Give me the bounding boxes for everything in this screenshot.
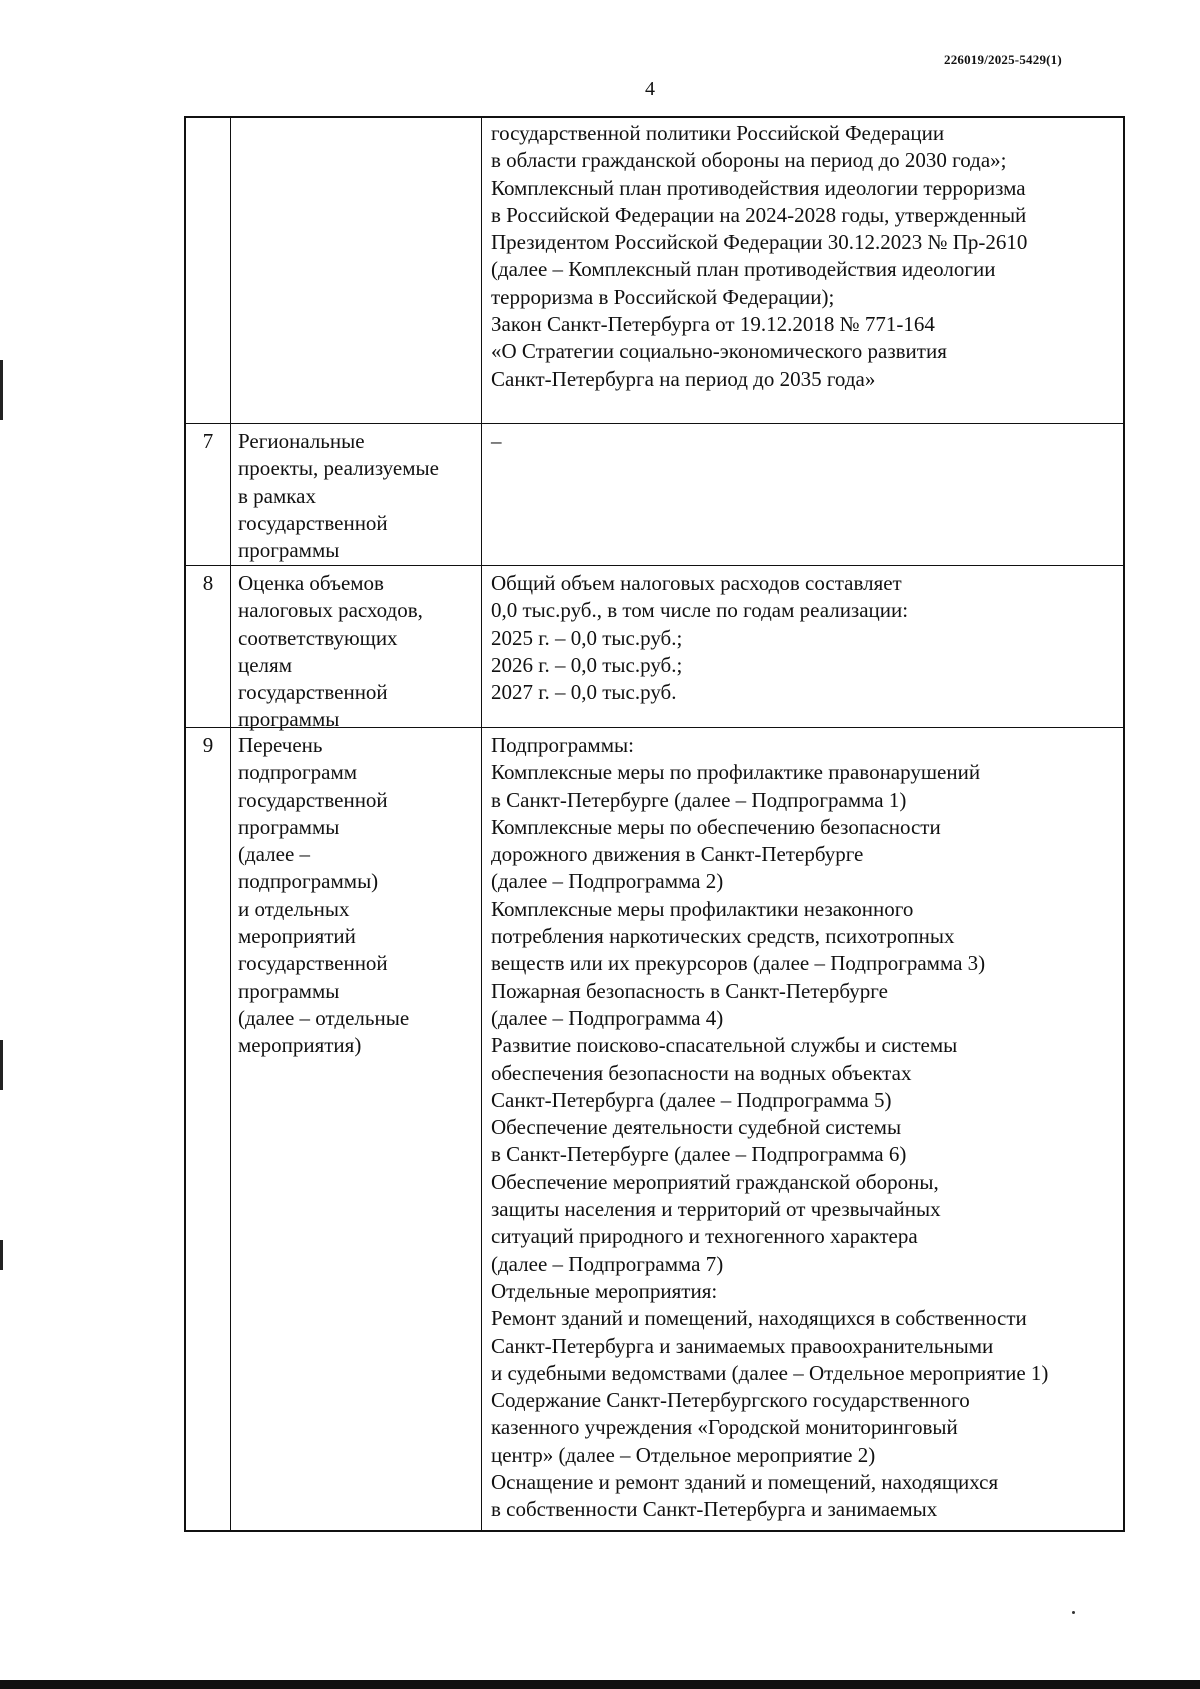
scan-bottom-edge (0, 1680, 1200, 1689)
table-row-content: Общий объем налоговых расходов составляет 0,0 тыс.руб., в том числе по годам реализации: 2025 г. – 0,0 тыс.руб.; 2026 г. – 0,0 тыс.руб.; 2027 г. – 0,0 тыс.руб. (491, 571, 909, 705)
table-row-number: 8 (202, 571, 214, 595)
table-row-name: Перечень подпрограмм государственной программы (далее – подпрограммы) и отдельных мероприятий государственной программы (далее – отдельные мероприятия) (238, 733, 410, 1058)
table-row-content: Подпрограммы: Комплексные меры по профилактике правонарушений в Санкт-Петербурге (далее – Подпрограмма 1) Комплексные меры по обеспечению безопасности дорожного движения в Санкт-Петербурге (далее – Подпрограмма 2) Комплексные меры профилактики незаконного потребления наркотических средств, психотропных веществ или их прекурсоров (далее – Подпрограмма 3) Пожарная безопасность в Санкт-Петербурге (далее – Подпрограмма 4) Развитие поисково-спасательной службы и системы обеспечения безопасности на водных объектах Санкт-Петербурга (далее – Подпрограмма 5) Обеспечение деятельности судебной системы в Санкт-Петербурге (далее – Подпрограмма 6) Обеспечение мероприятий гражданской обороны, защиты населения и территорий от чрезвычайных ситуаций природного и техногенного характера (далее – Подпрограмма 7) Отдельные мероприятия: Ремонт зданий и помещений, находящихся в собственности Санкт-Петербурга и занимаемых правоохранительными и судебными ведомствами (далее – Отдельное мероприятие 1) Содержание Санкт-Петербургского государственного казенного учреждения «Городской мониторинговый центр» (далее – Отдельное мероприятие 2) Оснащение и ремонт зданий и помещений, находящихся в собственности Санкт-Петербурга и занимаемых (491, 733, 1049, 1522)
table-row-name: Оценка объемов налоговых расходов, соответствующих целям государственной программы (238, 571, 423, 732)
table-row-divider (186, 423, 1123, 424)
passport-table (184, 116, 1125, 1532)
page-number: 4 (645, 78, 655, 100)
scan-edge-mark (0, 1040, 3, 1090)
table-row-divider (186, 565, 1123, 566)
table-row-content: – (491, 429, 502, 453)
table-column-divider (230, 118, 231, 1530)
scan-dot (1072, 1611, 1075, 1614)
scan-edge-mark (0, 360, 3, 420)
table-row-number: 7 (202, 429, 214, 453)
document-registration-number: 226019/2025-5429(1) (944, 52, 1062, 67)
table-row-content: государственной политики Российской Федерации в области гражданской обороны на период до 2030 года»; Комплексный план противодействия идеологии терроризма в Российской Федерации на 2024-2028 годы, утвержденный Президентом Российской Федерации 30.12.2023 № Пр-2610 (далее – Комплексный план противодействия идеологии терроризма в Российской Федерации); Закон Санкт-Петербурга от 19.12.2018 № 771-164 «О Стратегии социально-экономического развития Санкт-Петербурга на период до 2035 года» (491, 121, 1028, 391)
scan-edge-mark (0, 1240, 3, 1270)
table-row-number: 9 (202, 733, 214, 757)
table-column-divider (481, 118, 482, 1530)
table-row-name: Региональные проекты, реализуемые в рамках государственной программы (238, 429, 439, 563)
